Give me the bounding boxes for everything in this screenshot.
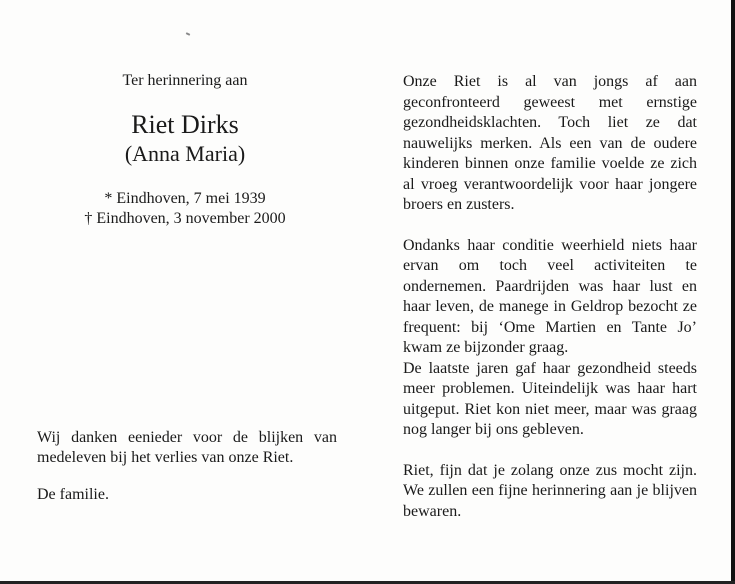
thanks-text: Wij danken eenieder voor de blijken van medeleven bij het verlies van onze Riet. [37, 429, 337, 466]
paper-speck [186, 32, 190, 36]
paragraph-youth: Onze Riet is al van jongs af aan geconfronteerd geweest met ernstige gezondheidsklachten. Toch liet ze dat nauwelijks merken. Als een van de oudere kinderen binnen onze familie voelde ze zich al vroeg verantwoordelijk voor haar jongere broers en zusters. [403, 73, 697, 213]
death-line: † Eindhoven, 3 november 2000 [84, 210, 286, 227]
intro-text: Ter herinnering aan [122, 72, 248, 89]
paragraph-activities: Ondanks haar conditie weerhield niets haar ervan om toch veel activiteiten te ondernemen. Paardrijden was haar lust en haar leven, de manege in Geldrop bezocht ze frequent: bij ‘Ome Martien en Tante Jo’ kwam ze bijzonder graag. [403, 236, 697, 356]
scan-edge-right [731, 0, 735, 584]
right-panel [403, 72, 697, 522]
paragraph-farewell: Riet, fijn dat je zolang onze zus mocht zijn. We zullen een fijne herinnering aan je blijven bewaren. [403, 461, 697, 520]
family-signature: De familie. [37, 486, 109, 503]
paragraph-last-years: De laatste jaren gaf haar gezondheid steeds meer problemen. Uiteindelijk was haar hart uitgeput. Riet kon niet meer, maar was graag nog langer bij ons gebleven. [403, 359, 697, 438]
deceased-full-name: (Anna Maria) [124, 141, 246, 166]
birth-line: * Eindhoven, 7 mei 1939 [104, 190, 266, 207]
deceased-name: Riet Dirks [131, 110, 239, 139]
